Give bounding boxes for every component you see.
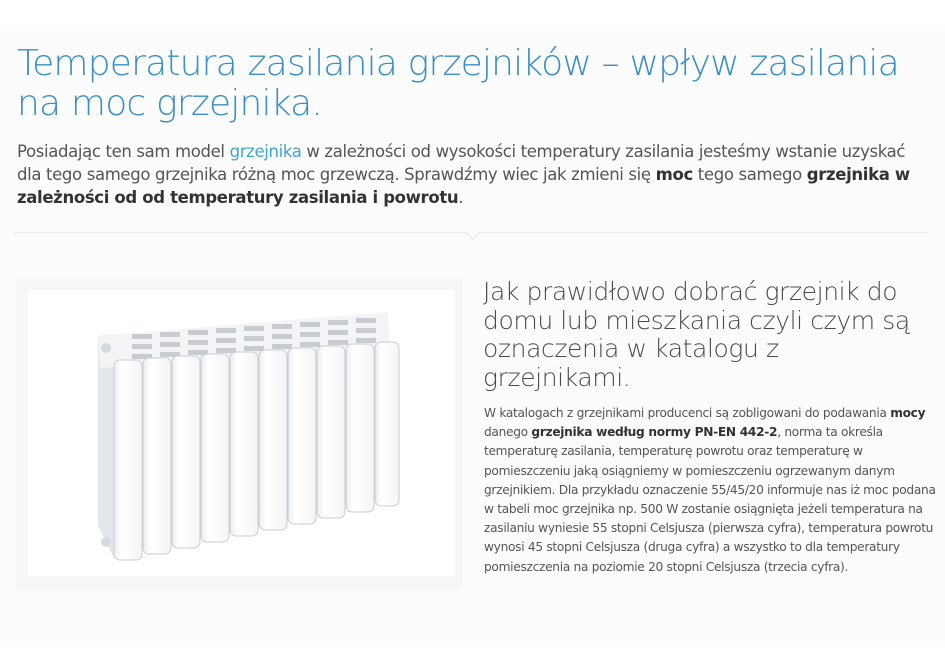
body-bold-text: mocy [890, 406, 926, 420]
intro-text: w zależności od wysokości temperatury zasilania jesteśmy wstanie uzyskać dla tego samego grzejnika różną moc grzewczą. Sprawdźmy wiec jak zmieni się [17, 142, 906, 184]
body-text: danego [484, 425, 532, 440]
body-text: , norma ta określa temperaturę zasilania, temperaturę powrotu oraz temperaturę w pomieszczeniu jaką osiągniemy w pomieszczeniu ogrzewanym danym grzejnikiem. Dla przykładu oznaczenie 55/45/20 informuje nas iż moc podana w tabeli moc grzejnika np. 500 W zostanie osiągnięta jeżeli temperatura na zasilaniu wyniesie 55 stopni Celsjusza (pierwsza cyfra), temperatura powrotu wynosi 45 stopni Celsjusza (druga cyfra) a wszystko to dla temperatury pomieszczenia na poziomie 20 stopni Celsjusza (trzecia cyfra). [484, 425, 936, 574]
intro-text: tego samego [692, 165, 807, 184]
section-heading: Jak prawidłowo dobrać grzejnik do domu lub mieszkania czyli czym są oznaczenia w katalogu z grzejnikami. [483, 277, 910, 392]
body-text: W katalogach z grzejnikami producenci są zobligowani do podawania [484, 406, 891, 420]
radiator-image [28, 290, 455, 576]
grzejnika-link[interactable]: grzejnika [229, 142, 302, 161]
intro-paragraph [17, 140, 932, 209]
body-bold-text: grzejnika według normy PN-EN 442-2 [531, 425, 778, 440]
intro-bold-text: grzejnika w zależności od od temperatury zasilania i powrotu [17, 165, 910, 207]
divider-notch-icon [466, 227, 479, 240]
radiator-image-panel [16, 278, 462, 590]
intro-bold-text: moc [655, 165, 693, 184]
section-body [484, 404, 939, 577]
intro-text: Posiadając ten sam model [17, 142, 230, 161]
intro-text: . [458, 188, 464, 207]
page-title: Temperatura zasilania grzejników – wpływ zasilania na moc grzejnika. [17, 43, 899, 124]
article-page [0, 30, 945, 642]
radiator-icon [28, 290, 455, 576]
